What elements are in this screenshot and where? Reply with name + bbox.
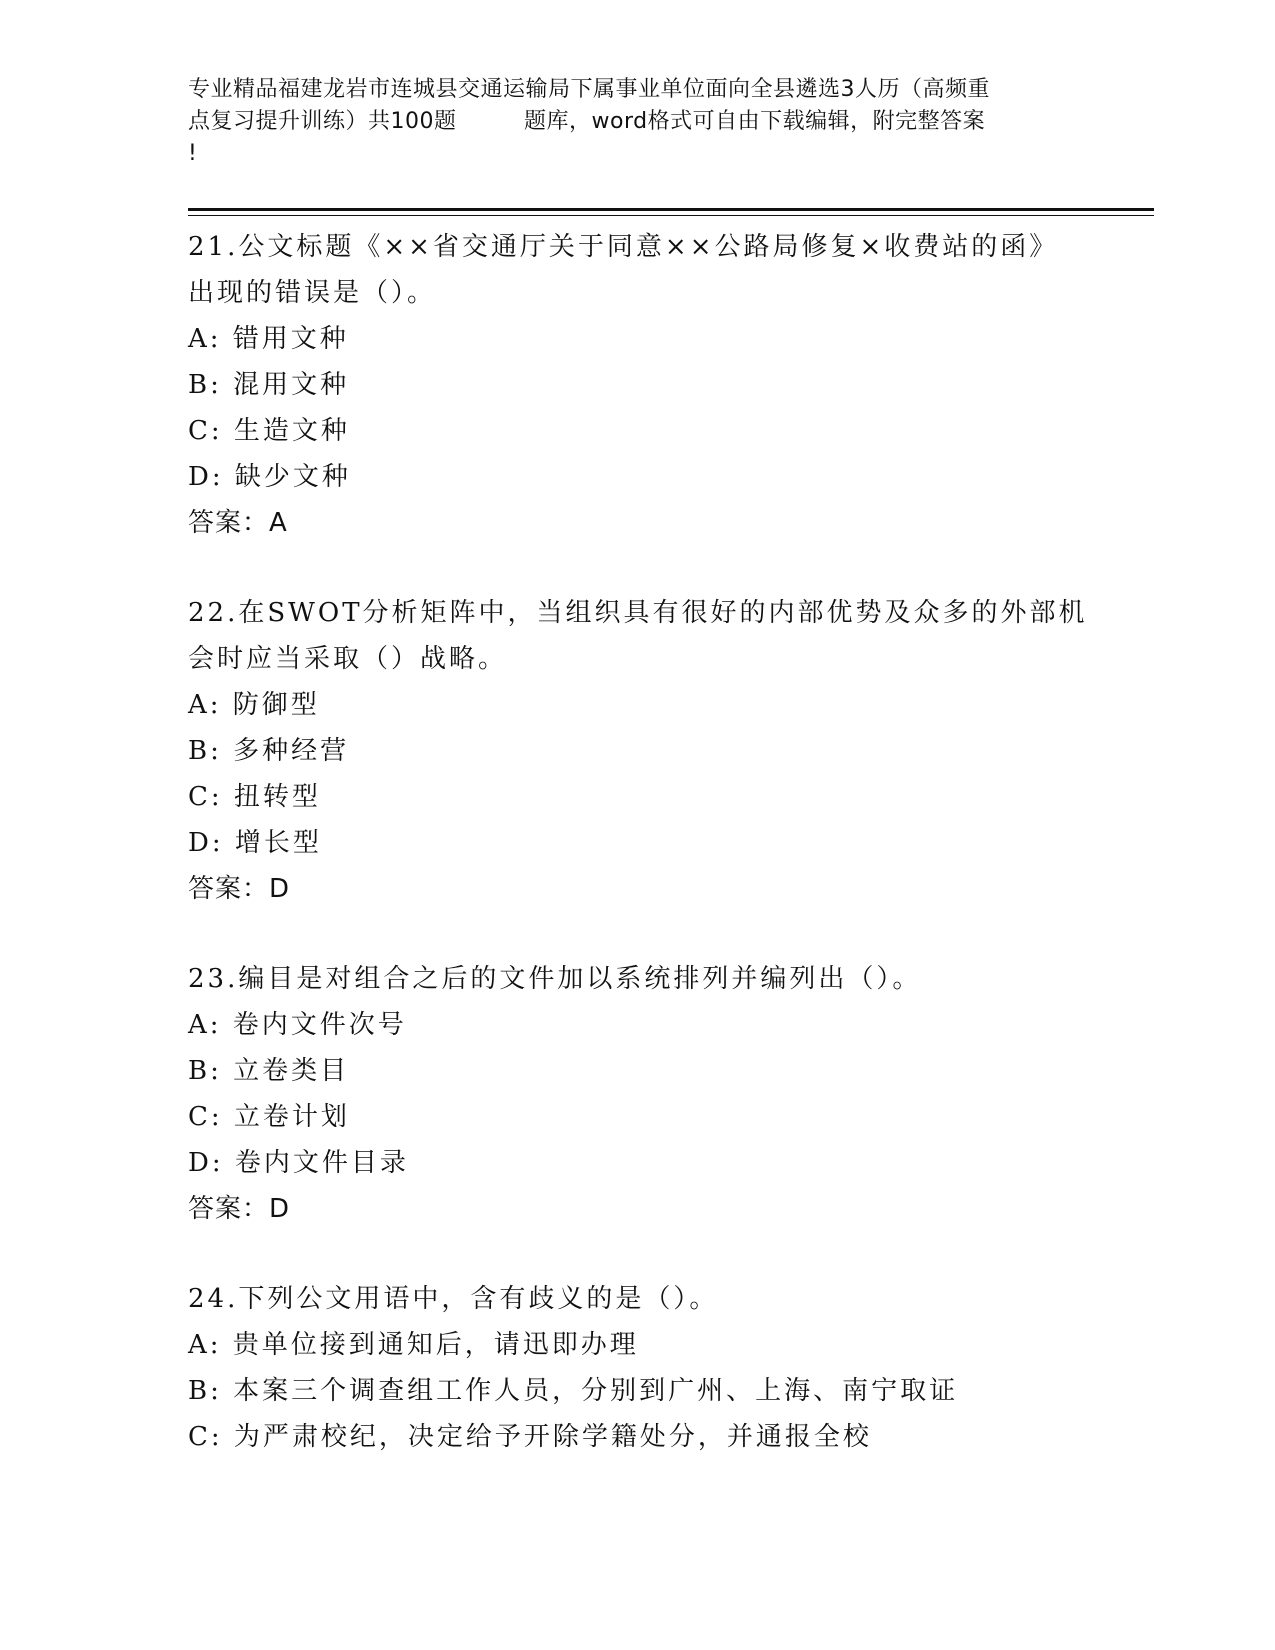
option-c: C: 生造文种 [188, 416, 350, 446]
option-d: D: 缺少文种 [188, 462, 351, 492]
option-a: A: 错用文种 [188, 324, 349, 354]
option-a: A: 卷内文件次号 [188, 1010, 407, 1040]
option-c: C: 立卷计划 [188, 1102, 350, 1132]
option-a: A: 贵单位接到通知后，请迅即办理 [188, 1330, 639, 1360]
option-c: C: 扭转型 [188, 782, 321, 812]
answer: 答案：D [188, 874, 291, 904]
header-divider-thick [188, 208, 1154, 211]
question-text: 23.编目是对组合之后的文件加以系统排列并编列出（）。 [188, 964, 922, 994]
question-24 [188, 1276, 1128, 1460]
question-text: 21.公文标题《××省交通厅关于同意××公路局修复×收费站的函》 [188, 232, 1059, 262]
option-b: B: 多种经营 [188, 736, 350, 766]
question-22 [188, 590, 1128, 912]
option-b: B: 本案三个调查组工作人员，分别到广州、上海、南宁取证 [188, 1376, 959, 1406]
header-divider-thin [188, 215, 1154, 216]
question-text: 出现的错误是（）。 [188, 278, 437, 308]
question-text: 24.下列公文用语中，含有歧义的是（）。 [188, 1284, 719, 1314]
option-d: D: 卷内文件目录 [188, 1148, 409, 1178]
question-text: 22.在SWOT分析矩阵中，当组织具有很好的内部优势及众多的外部机 [188, 598, 1088, 628]
header-line: ! [188, 141, 198, 166]
option-d: D: 增长型 [188, 828, 322, 858]
option-b: B: 立卷类目 [188, 1056, 350, 1086]
header-line: 点复习提升训练）共100题 题库，word格式可自由下载编辑，附完整答案 [188, 109, 986, 134]
option-b: B: 混用文种 [188, 370, 350, 400]
question-text: 会时应当采取（）战略。 [188, 644, 508, 674]
answer: 答案：A [188, 508, 288, 538]
document-header [188, 74, 1088, 170]
question-21 [188, 224, 1128, 546]
answer: 答案：D [188, 1194, 291, 1224]
header-line: 专业精品福建龙岩市连城县交通运输局下属事业单位面向全县遴选3人历（高频重 [188, 77, 990, 102]
option-c: C: 为严肃校纪，决定给予开除学籍处分，并通报全校 [188, 1422, 872, 1452]
question-list [188, 224, 1128, 1504]
question-23 [188, 956, 1128, 1232]
option-a: A: 防御型 [188, 690, 320, 720]
